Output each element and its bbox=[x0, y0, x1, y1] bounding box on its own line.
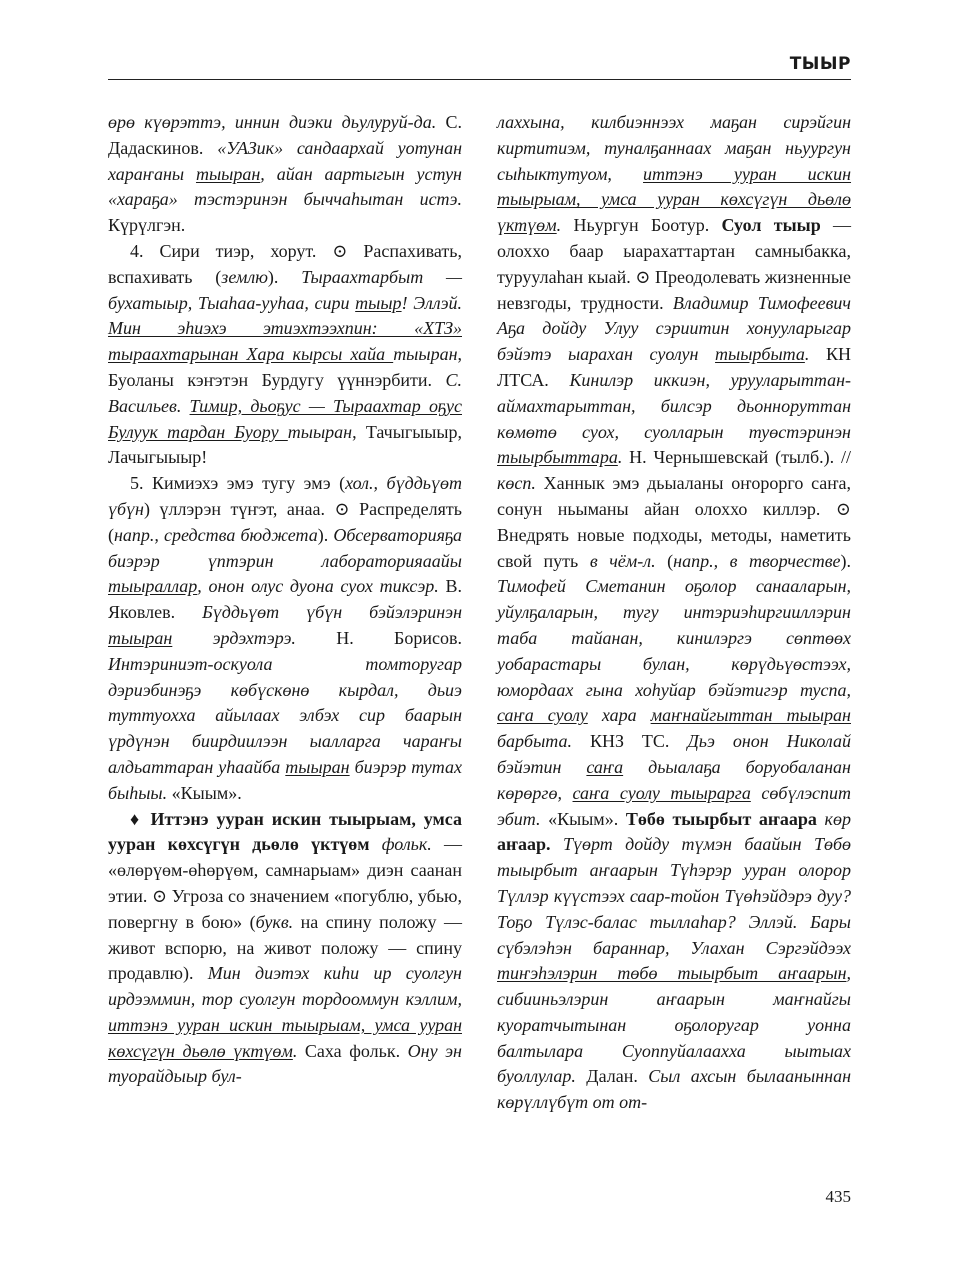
sense-definition: 5. Кимиэхэ эмэ тугу эмэ ( bbox=[130, 473, 346, 494]
source: КНЗ ТС. bbox=[572, 731, 688, 752]
page-number: 435 bbox=[825, 1187, 851, 1206]
headword-usage: тыыран bbox=[285, 756, 350, 777]
quote-text: Сыл ахсын былааныннан көрүллүбүт от от- bbox=[497, 1066, 851, 1113]
source: Ньургун Боотур. bbox=[561, 215, 722, 236]
translation-icon: ⊙ bbox=[334, 498, 350, 519]
quote-text: Түөрт дойду түмэн баайын Төбө тыырбыт аҥаарын Түһэрэр ууран олорор Түллэр күүстээх саар-тойон Түөһэйдэрэ дуу? Тоҕо Түлэс-балас тыллаһар? Эллэй. Бары сүбэлэһэн бараннар, Улахан Сэргэйдээх тиҥэһэлэрин төбө тыырбыт аҥаарын, сибииньэлэрин аҥаарын маҥнайгы куоратчытынан оҕолоругар уонна балтылара Суоппуйалаахха ыытыах буоллулар. bbox=[497, 834, 852, 1087]
headword-usage: тиҥэһэлэрин төбө тыырбыт аҥаарын bbox=[497, 963, 847, 984]
header-rule bbox=[108, 79, 851, 80]
source: КН ЛТСА. bbox=[497, 344, 851, 390]
source: , Тачыгыыыр, Лачыгыыыр! bbox=[108, 421, 462, 468]
quote-text: С. Васильев. Тимир, дьоҕус — Тыраахтар оҕус Булуук тардан Буору тыыран bbox=[108, 369, 462, 442]
cross-reference: аҥаар. bbox=[497, 834, 551, 855]
quote-text: Дьэ онон Николай бэйэтин саҥа дьыалаҕа боруобаланан көрөргө, саҥа суолу тыырарга сөбүлэспит эбит. bbox=[497, 731, 851, 829]
source: , Буоланы кэҥэтэн Бурдугу үүннэрбити. bbox=[108, 344, 462, 390]
source: С. Дадаскинов. bbox=[108, 112, 462, 158]
quote-text: лаххына, килбиэннээх маҕан сирэйгин киртитиэм, туналҕаннаах маҕан ньуургун сыһыктутуом, иттэнэ ууран искин тыырыам, умса ууран көхсүгүн дьөлө үктүөм. bbox=[497, 112, 852, 236]
running-header: ТЫЫР bbox=[789, 54, 851, 74]
source: Күрүлгэн. bbox=[108, 215, 186, 236]
idiom-headword: Төбө тыырбыт аҥаара bbox=[625, 808, 817, 829]
headword-usage: иттэнэ ууран искин тыырыам, умса ууран көхсүгүн дьөлө үктүөм bbox=[108, 1014, 462, 1061]
headword-usage: тыыраллар bbox=[108, 576, 198, 597]
source: «Кыым». bbox=[540, 808, 626, 829]
right-column bbox=[497, 110, 851, 1116]
translation-icon: ⊙ bbox=[151, 885, 168, 906]
headword-usage: Мин эһиэхэ этиэхтээхпин: «ХТЗ» тыраахтарынан Хара кырсы хайа bbox=[108, 318, 462, 365]
quote-text: Тыраахтарбыт — бухатыыр, Тыаһаа-ууһаа, сири тыыр! Эллэй. Мин эһиэхэ этиэхтээхпин: «ХТЗ» тыраахтарынан Хара кырсы хайа тыыран bbox=[108, 266, 463, 365]
headword-usage: маҥнайгыттан тыыран bbox=[650, 705, 851, 726]
source: В. Яковлев. bbox=[108, 576, 462, 623]
paragraph: 4. Сири тиэр, хорут. ⊙ Распахивать, вспахивать (землю). Тыраахтарбыт — бухатыыр, Тыаһаа-ууһаа, сири тыыр! Эллэй. Мин эһиэхэ этиэхтээхпин: «ХТЗ» тыраахтарынан Хара кырсы хайа тыыран, Буоланы кэҥэтэн Бурдугу үүннэрбити. С. Васильев. Тимир, дьоҕус — Тыраахтар оҕус Булуук тардан Буору тыыран, Тачыгыыыр, Лачыгыыыр! bbox=[108, 240, 463, 468]
translation-icon: ⊙ bbox=[835, 498, 851, 519]
diamond-icon: ♦ bbox=[130, 808, 143, 829]
quote-text: Тимофей Сметанин оҕолор санааларын, уйулҕаларын, тугу интэриэһиргииллэрин таба тайанан, кинилэргэ сөптөөх уобарастары булан, көрүдьүөстээх, юмордаах гына хоһуйар бэйэтигэр туспа, саҥа суолу хара маҥнайгыттан тыыран барбыта. bbox=[497, 576, 851, 752]
paragraph: 5. Кимиэхэ эмэ тугу эмэ (хол., бүддьүөт үбүн) үллэрэн түҥэт, анаа. ⊙ Распределять (напр., средства бюджета). Обсерваторияҕа биэрэр үптэрин лабораторияаайы тыыраллар, онон олус дуона суох тиксэр. В. Яковлев. Бүддьүөт үбүн бэйэлэринэн тыыран эрдэхтэрэ. Н. Борисов. Интэриниэт-оскуола томторугар дэриэбинэҕэ көбүскөнө кырдал, дьиэ туттуохха айылаах элбэх сир баарын үрдүнэн биирдиилээн ыалларга чараҥы алдьаттаран уһаайба тыыран биэрэр тутах быһыы. «Кыым». bbox=[108, 473, 462, 803]
quote-text: Мин диэтэх киһи ир суолгун ирдээммин, тор суолгун тордооммун кэллим, иттэнэ ууран искин тыырыам, умса ууран көхсүгүн дьөлө үктүөм. bbox=[108, 963, 462, 1061]
headword-usage: тыыр bbox=[355, 292, 402, 313]
headword-usage: тыырбыта bbox=[715, 344, 805, 365]
idiom-headword: Иттэнэ ууран искин тыырыам, умса ууран көхсүгүн дьөлө үктүөм bbox=[108, 808, 462, 855]
headword-usage: саҥа суолу bbox=[497, 705, 588, 726]
source: Н. Чернышевскай (тылб.). // bbox=[622, 447, 851, 468]
quote-text: өрө күөрэттэ, иннин диэки дьулуруй-да. bbox=[108, 112, 437, 132]
translation-icon: ⊙ bbox=[332, 240, 348, 261]
headword-usage: саҥа bbox=[586, 756, 624, 777]
quote-text: Кинилэр иккиэн, урууларыттан-аймахтарыттан, билсэр дьоннoруттан көмөтө суох, суолларын туөстэринэн тыырбыттара. bbox=[497, 369, 851, 468]
quote-text: Ону эн туорайдыыр бул- bbox=[108, 1040, 462, 1087]
source: Далан. bbox=[575, 1066, 649, 1087]
headword-usage: саҥа суолу тыырарга bbox=[572, 782, 751, 803]
source: Н. Борисов. bbox=[295, 627, 462, 648]
paragraph bbox=[108, 110, 462, 239]
paragraph: лаххына, килбиэннээх маҕан сирэйгин киртитиэм, туналҕаннаах маҕан ньуургун сыһыктутуом, иттэнэ ууран искин тыырыам, умса ууран көхсүгүн дьөлө үктүөм. Ньургун Боотур. Суол тыыр — олоххо баар ыарахаттартан самныбакка, туруулаһан кыай. ⊙ Преодолевать жизненные невзгоды, трудности. Владимир Тимофеевич Аҕа дойду Улуу сэриитин хонууларыгар бэйэтэ ыарахан суолун тыырбыта. КН ЛТСА. Кинилэр иккиэн, урууларыттан-аймахтарыттан, билсэр дьоннoруттан көмөтө суох, суолларын туөстэринэн тыырбыттара. Н. Чернышевскай (тылб.). // көсп. Ханнык эмэ дьыаланы оҥорорго саҥа, сонун ньыманы айан олоххо киллэр. ⊙ Внедрять новые подходы, методы, наметить свой путь в чём-л. (напр., в творчестве). Тимофей Сметанин оҕолор санааларын, уйулҕаларын, тугу интэриэһиргииллэрин таба тайанан, кинилэргэ сөптөөх уобарастары булан, көрүдьүөстээх, юмордаах гына хоһуйар бэйэтигэр туспа, саҥа суолу хара маҥнайгыттан тыыран барбыта. КНЗ ТС. Дьэ онон Николай бэйэтин саҥа дьыалаҕа боруобаланан көрөргө, саҥа суолу тыырарга сөбүлэспит эбит. «Кыым». Төбө тыырбыт аҥаара көр аҥаар. Түөрт дойду түмэн баайын Төбө тыырбыт аҥаарын Түһэрэр ууран олорор Түллэр күүстээх саар-тойон Түөһэйдэрэ дуу? Тоҕо Түлэс-балас тыллаһар? Эллэй. Бары сүбэлэһэн бараннар, Улахан Сэргэйдээх тиҥэһэлэрин төбө тыырбыт аҥаарын, сибииньэлэрин аҥаарын маҥнайгы куоратчытынан оҕолоругар уонна балтылара Суоппуйалаахха ыытыах буоллулар. Далан. Сыл ахсын былааныннан көрүллүбүт от от- bbox=[497, 112, 852, 1113]
sense-definition: 4. Сири тиэр, хорут. bbox=[130, 240, 333, 261]
left-column bbox=[108, 110, 462, 1090]
quote-text: Обсерваторияҕа биэрэр үптэрин лабораторияаайы тыыраллар, онон олус дуона суох тиксэр. bbox=[108, 524, 462, 597]
headword-usage: тыырбыттара bbox=[497, 447, 618, 468]
headword-usage: иттэнэ ууран искин тыырыам, умса ууран көхсүгүн дьөлө үктүөм bbox=[497, 163, 852, 236]
headword-usage: Тимир, дьоҕус — Тыраахтар оҕус Булуук тардан Буору bbox=[108, 395, 462, 442]
paragraph: ♦ Иттэнэ ууран искин тыырыам, умса ууран көхсүгүн дьөлө үктүөм фольк. — «өлөрүөм-өһөрүөм, самнарыам» диэн саанан этии. ⊙ Угроза со значением «погублю, убью, повергну в бою» (букв. на спину положу — живот вспорю, на живот положу — спину продавлю). Мин диэтэх киһи ир суолгун ирдээммин, тор суолгун тордооммун кэллим, иттэнэ ууран искин тыырыам, умса ууран көхсүгүн дьөлө үктүөм. Саха фольк. Ону эн туорайдыыр бул- bbox=[108, 808, 463, 1087]
quote-text: Интэриниэт-оскуола томторугар дэриэбинэҕэ көбүскөнө кырдал, дьиэ туттуохха айылаах элбэх сир баарын үрдүнэн биирдиилээн ыалларга чараҥы алдьаттаран уһаайба тыыран биэрэр тутах быһыы. bbox=[108, 653, 462, 803]
headword-usage: тыыран bbox=[108, 627, 173, 648]
idiom-headword: Суол тыыр bbox=[721, 215, 821, 236]
quote-text: Бүддьүөт үбүн бэйэлэринэн тыыран эрдэхтэрэ. bbox=[108, 602, 462, 648]
quote-text: «УАЗик» сандаархай уотунан хараҥаны тыыран, айан аартыгын устун «хараҕа» тэстэринэн быччаһытан истэ. bbox=[108, 137, 462, 210]
quote-text: Владимир Тимофеевич Аҕа дойду Улуу сэриитин хонууларыгар бэйэтэ ыарахан суолун тыырбыта. bbox=[497, 292, 851, 365]
translation-icon: ⊙ bbox=[635, 266, 651, 287]
source: «Кыым». bbox=[167, 782, 242, 803]
headword-usage: тыыран bbox=[195, 163, 261, 184]
source: Саха фольк. bbox=[297, 1040, 408, 1061]
